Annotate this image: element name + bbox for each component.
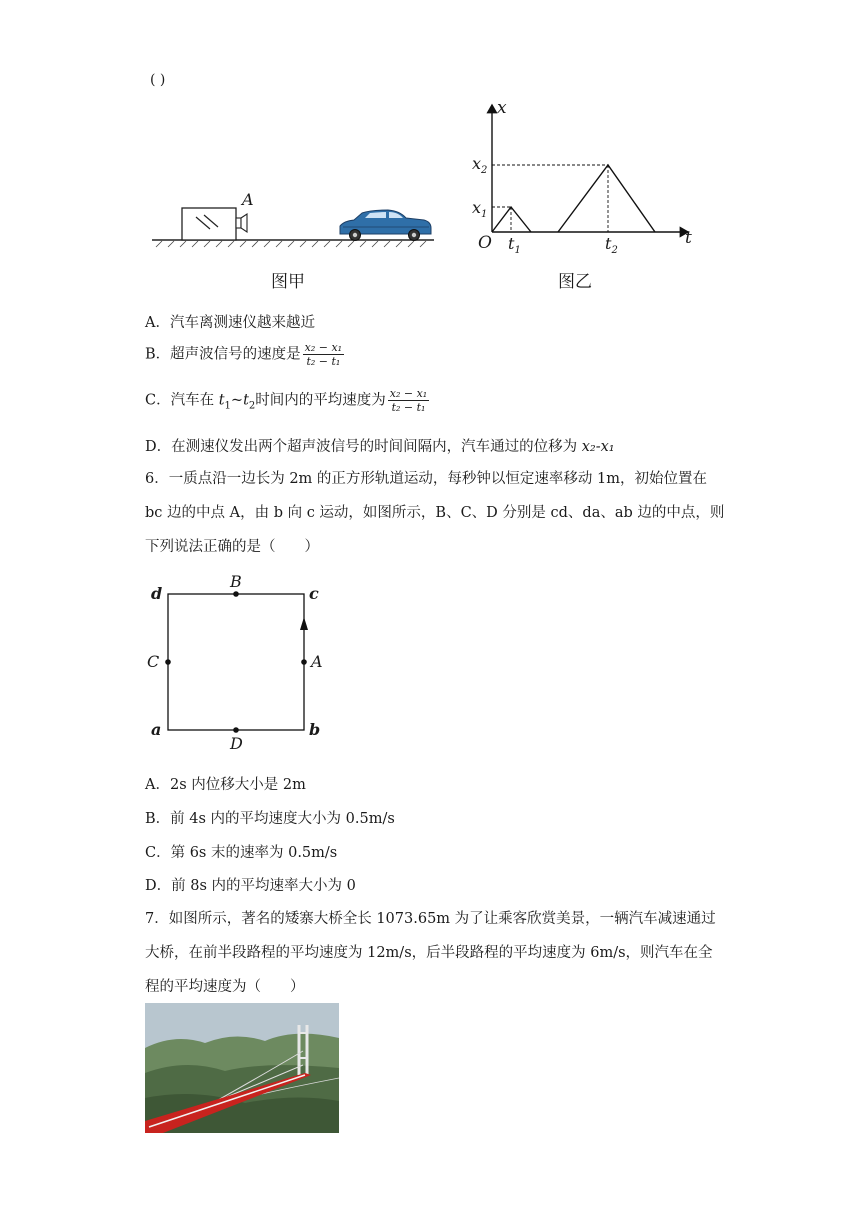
pulse-2 (558, 165, 655, 232)
q6-option-d: D．前 8s 内的平均速率大小为 0 (145, 878, 356, 894)
q6-stem-line2: bc 边的中点 A，由 b 向 c 运动，如图所示，B、C、D 分别是 cd、da、ab 边的中点，则 (145, 505, 725, 521)
q6-option-c: C．第 6s 末的速率为 0.5m/s (145, 845, 338, 861)
corner-b: b (309, 720, 321, 739)
axis-label-x: x (497, 98, 507, 118)
q6-option-a: A．2s 内位移大小是 2m (145, 777, 306, 793)
point-d-mid (233, 727, 239, 733)
fraction: $\frac{\text{x₂ − x₁}}{\text{t₂ − t₁}}$ (389, 387, 428, 414)
corner-d: d (151, 584, 163, 603)
q6-stem-line1: 6．一质点沿一边长为 2m 的正方形轨道运动，每秒钟以恒定速率移动 1m，初始位置在 (145, 471, 707, 487)
q6-stem-line3: 下列说法正确的是（ ） (145, 539, 319, 555)
q6-option-b: B．前 4s 内的平均速度大小为 0.5m/s (145, 811, 395, 827)
label-A: A (311, 652, 323, 671)
car-icon (340, 210, 431, 241)
q5-option-b: B．超声波信号的速度是 $\frac{\text{x₂ − x₁}}{\text{t₂ − t₁}}$ (145, 341, 343, 368)
figure-b-xt-graph (460, 95, 700, 255)
device-label-a: A (242, 190, 254, 209)
q7-stem-line3: 程的平均速度为（ ） (145, 979, 305, 995)
q7-stem-line2: 大桥，在前半段路程的平均速度为 12m/s，后半段路程的平均速度为 6m/s，则汽车在全 (145, 945, 713, 961)
q7-stem-line1: 7．如图所示，著名的矮寨大桥全长 1073.65m 为了让乘客欣赏美景，一辆汽车减速通过 (145, 911, 716, 927)
direction-arrow-icon (300, 617, 308, 630)
point-b-mid (233, 591, 239, 597)
speed-detector-icon (182, 208, 247, 240)
label-C: C (147, 652, 160, 671)
point-a-mid (301, 659, 307, 665)
axis-label-t: t (685, 228, 692, 248)
pulse-1 (492, 207, 531, 232)
q5-option-a: A．汽车离测速仪越来越近 (145, 315, 315, 331)
q5-option-d: D．在测速仪发出两个超声波信号的时间间隔内，汽车通过的位移为 x₂-x₁ (145, 439, 615, 455)
fraction: $\frac{\text{x₂ − x₁}}{\text{t₂ − t₁}}$ (304, 341, 343, 368)
bridge-photo (145, 1003, 339, 1133)
t1-label: $t_1$ (508, 234, 521, 257)
figure-b-caption: 图乙 (558, 272, 592, 292)
t2-label: $t_2$ (605, 234, 618, 257)
label-D: D (230, 734, 243, 753)
corner-c: c (309, 584, 319, 603)
ground-hatching (156, 241, 426, 247)
figure-a-caption: 图甲 (271, 272, 305, 292)
origin-label: O (478, 233, 492, 253)
answer-bracket: ( ) (150, 72, 166, 88)
x1-label: $x_1$ (472, 198, 488, 221)
point-c-mid (165, 659, 171, 665)
figure-a (148, 185, 438, 250)
label-B: B (230, 572, 242, 591)
q5-option-c: C．汽车在 $t_1\sim t_2$时间内的平均速度为 $\frac{\text{x₂ − x₁}}{\text{t₂ − t₁}}$ (145, 387, 428, 414)
corner-a: a (151, 720, 162, 739)
x2-label: $x_2$ (472, 154, 488, 177)
